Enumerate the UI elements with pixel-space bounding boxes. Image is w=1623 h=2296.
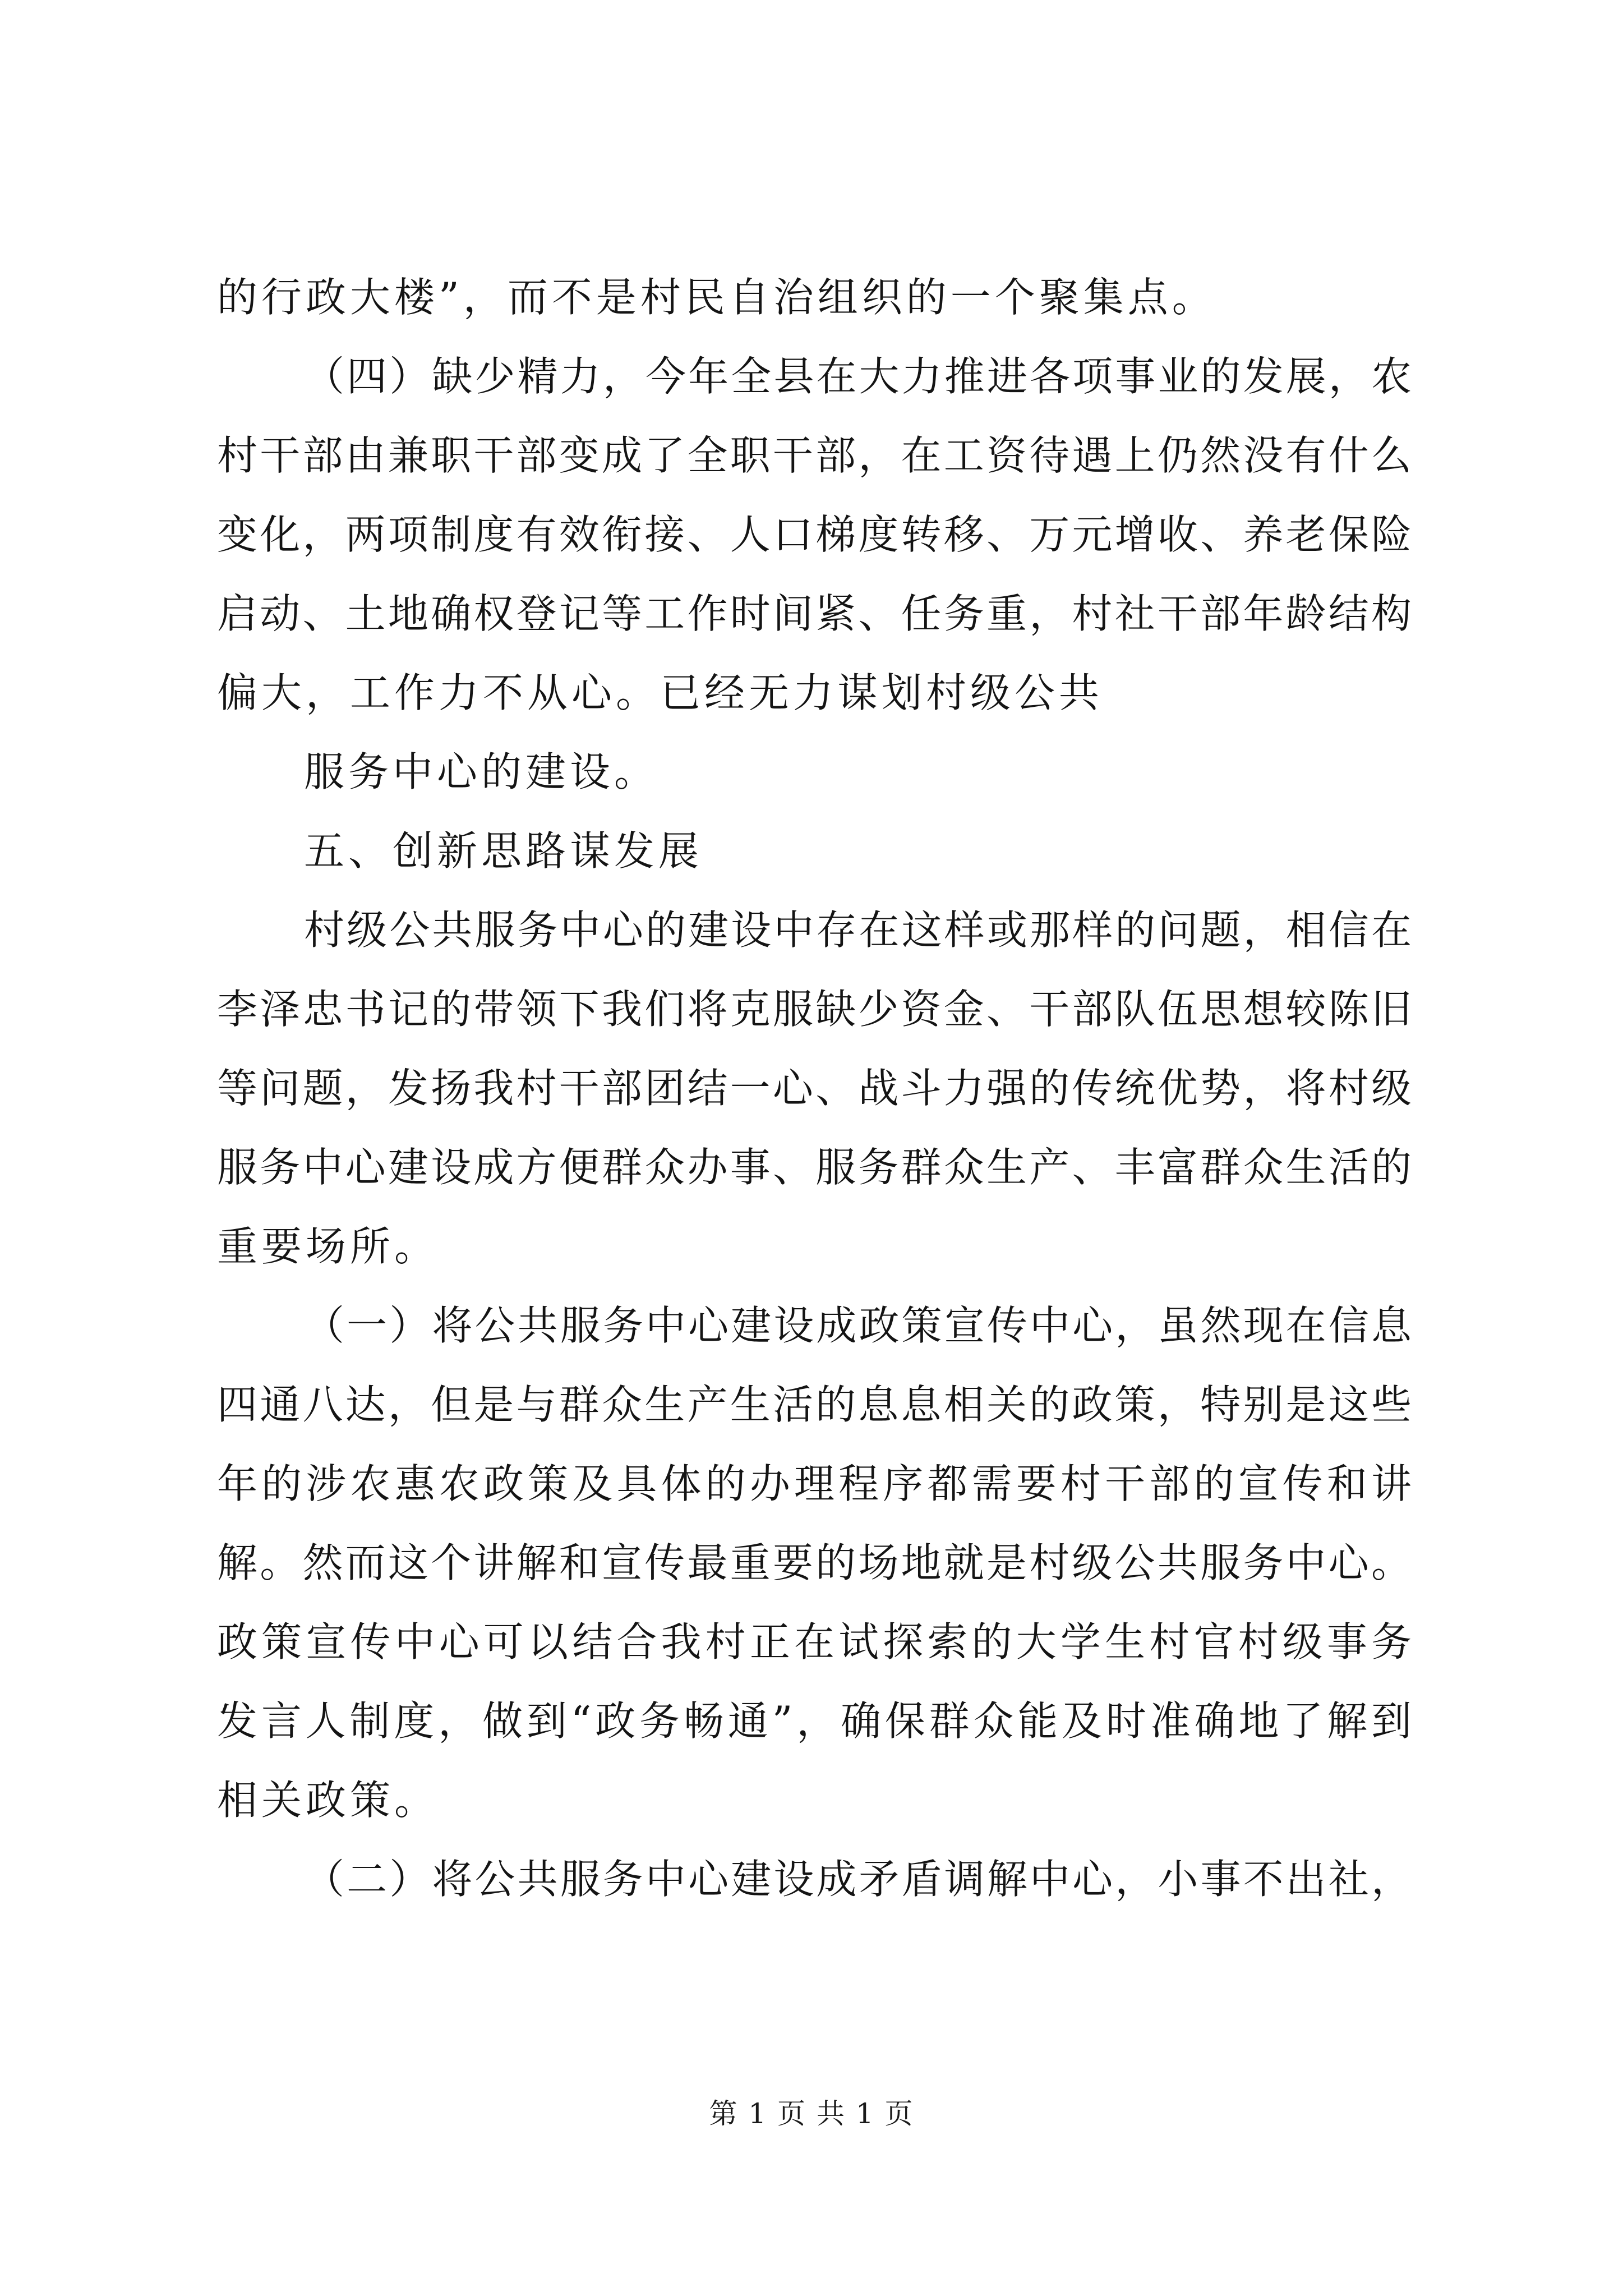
text-line: 服务中心建设成方便群众办事、服务群众生产、丰富群众生活的 — [217, 1144, 1412, 1191]
text-line: 年的涉农惠农政策及具体的办理程序都需要村干部的宣传和讲 — [217, 1460, 1412, 1507]
text-line: 解。然而这个讲解和宣传最重要的场地就是村级公共服务中心。 — [217, 1539, 1412, 1586]
text-line: 等问题，发扬我村干部团结一心、战斗力强的传统优势，将村级 — [217, 1065, 1412, 1112]
text-line: 村干部由兼职干部变成了全职干部，在工资待遇上仍然没有什么 — [217, 432, 1412, 479]
page-footer: 第 1 页 共 1 页 — [709, 2097, 914, 2130]
text-line: 相关政策。 — [217, 1777, 439, 1824]
text-line: （二）将公共服务中心建设成矛盾调解中心，小事不出社， — [304, 1856, 1412, 1903]
text-line: 村级公共服务中心的建设中存在这样或那样的问题，相信在 — [304, 907, 1412, 954]
text-line: 政策宣传中心可以结合我村正在试探索的大学生村官村级事务 — [217, 1618, 1412, 1665]
text-line: 四通八达，但是与群众生产生活的息息相关的政策，特别是这些 — [217, 1381, 1412, 1428]
text-line: 的行政大楼”，而不是村民自治组织的一个聚集点。 — [217, 274, 1216, 321]
text-line: （四）缺少精力，今年全县在大力推进各项事业的发展，农 — [304, 353, 1412, 400]
text-line: 偏大，工作力不从心。已经无力谋划村级公共 — [217, 669, 1104, 716]
text-line: 重要场所。 — [217, 1223, 439, 1270]
text-line: （一）将公共服务中心建设成政策宣传中心，虽然现在信息 — [304, 1302, 1412, 1349]
document-body — [217, 258, 1412, 1919]
text-line: 变化，两项制度有效衔接、人口梯度转移、万元增收、养老保险 — [217, 511, 1412, 558]
section-heading: 五、创新思路谋发展 — [304, 827, 703, 875]
text-line: 李泽忠书记的带领下我们将克服缺少资金、干部队伍思想较陈旧 — [217, 986, 1412, 1033]
text-line: 服务中心的建设。 — [304, 748, 659, 795]
text-line: 启动、土地确权登记等工作时间紧、任务重，村社干部年龄结构 — [217, 590, 1412, 637]
text-line: 发言人制度，做到“政务畅通”，确保群众能及时准确地了解到 — [217, 1697, 1412, 1745]
